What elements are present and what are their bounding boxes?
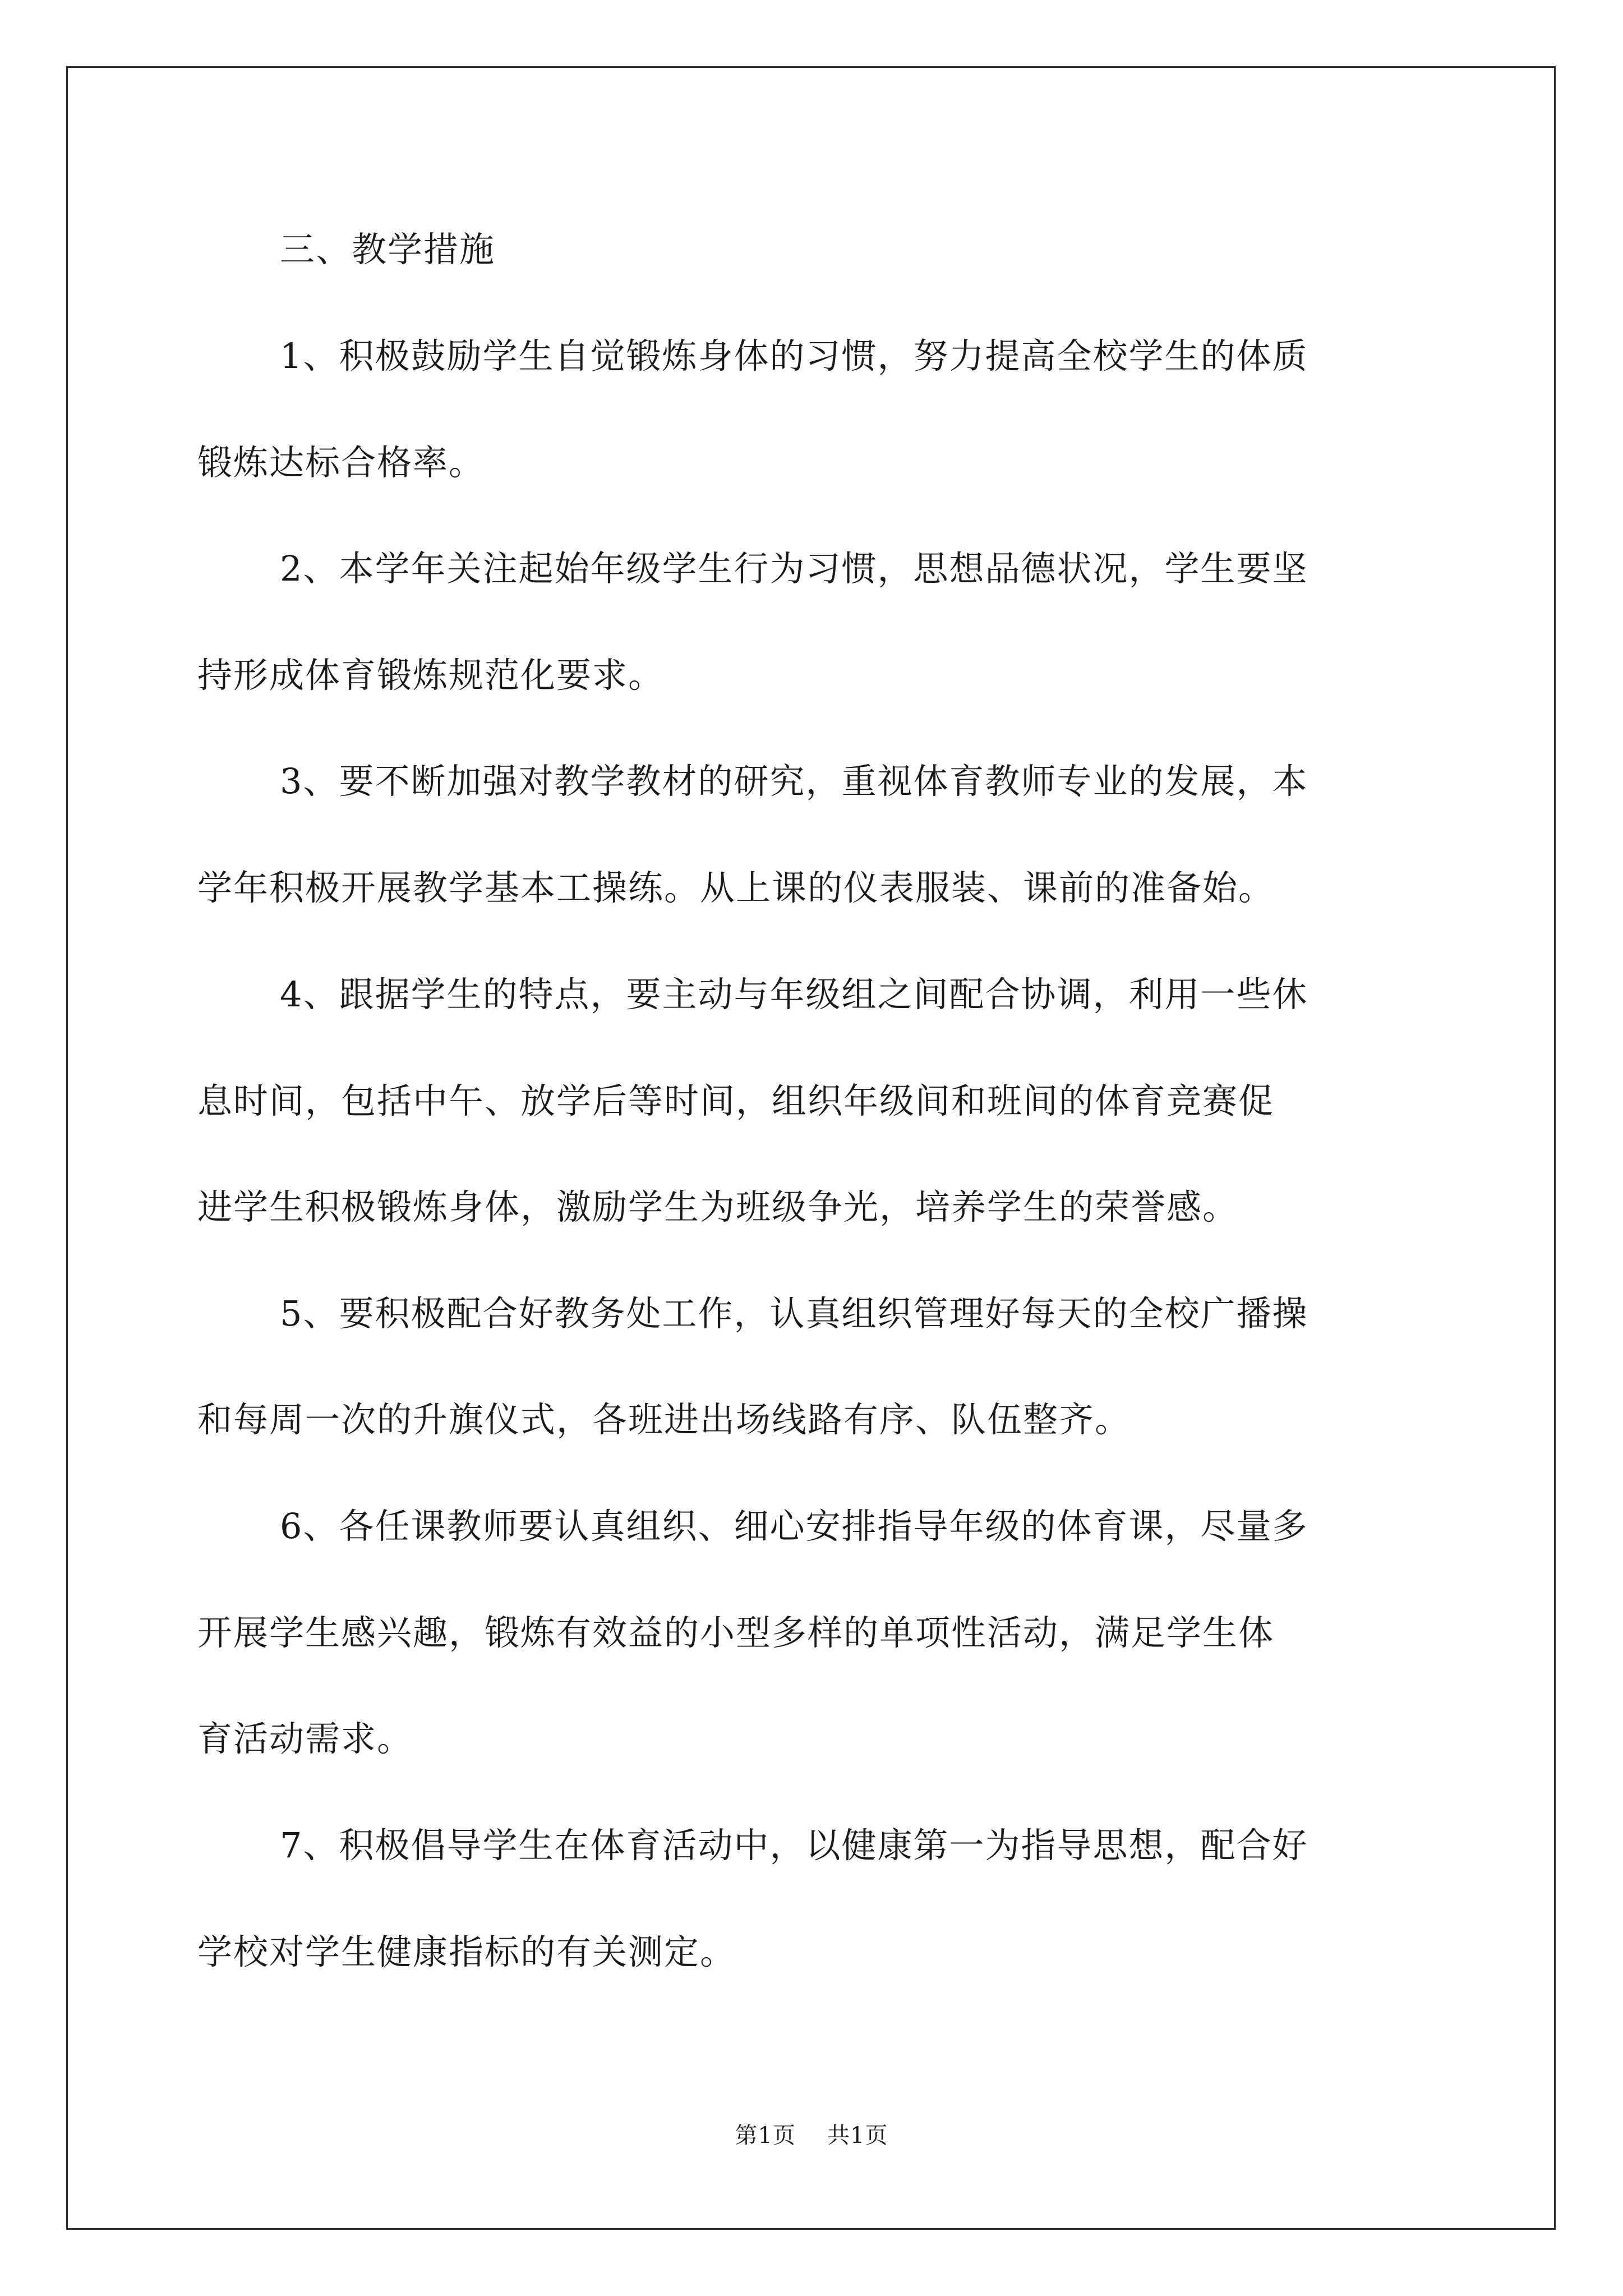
paragraph-4-line-3: 进学生积极锻炼身体，激励学生为班级争光，培养学生的荣誉感。 xyxy=(197,1186,1239,1227)
page-number-total: 共1页 xyxy=(827,2123,888,2148)
paragraph-3-line-2: 学年积极开展教学基本工操练。从上课的仪表服装、课前的准备始。 xyxy=(197,867,1275,908)
paragraph-2-line-2: 持形成体育锻炼规范化要求。 xyxy=(197,655,665,696)
paragraph-7-line-2: 学校对学生健康指标的有关测定。 xyxy=(197,1931,736,1972)
paragraph-4-line-1: 4、跟据学生的特点，要主动与年级组之间配合协调，利用一些休 xyxy=(280,974,1308,1015)
paragraph-5-line-2: 和每周一次的升旗仪式，各班进出场线路有序、队伍整齐。 xyxy=(197,1399,1131,1440)
paragraph-7-line-1: 7、积极倡导学生在体育活动中，以健康第一为指导思想，配合好 xyxy=(280,1825,1308,1866)
paragraph-1-line-1: 1、积极鼓励学生自觉锻炼身体的习惯，努力提高全校学生的体质 xyxy=(280,335,1308,376)
paragraph-2-line-1: 2、本学年关注起始年级学生行为习惯，思想品德状况，学生要坚 xyxy=(280,548,1308,589)
paragraph-4-line-2: 息时间，包括中午、放学后等时间，组织年级间和班间的体育竞赛促 xyxy=(197,1080,1275,1121)
paragraph-6-line-2: 开展学生感兴趣，锻炼有效益的小型多样的单项性活动，满足学生体 xyxy=(197,1612,1275,1653)
paragraph-3-line-1: 3、要不断加强对教学教材的研究，重视体育教师专业的发展，本 xyxy=(280,761,1308,802)
paragraph-6-line-3: 育活动需求。 xyxy=(197,1718,413,1759)
paragraph-6-line-1: 6、各任课教师要认真组织、细心安排指导年级的体育课，尽量多 xyxy=(280,1506,1308,1547)
paragraph-5-line-1: 5、要积极配合好教务处工作，认真组织管理好每天的全校广播操 xyxy=(280,1293,1308,1334)
section-heading: 三、教学措施 xyxy=(280,229,496,270)
paragraph-1-line-2: 锻炼达标合格率。 xyxy=(197,442,485,483)
page-border xyxy=(66,66,1556,2230)
page-number-current: 第1页 xyxy=(735,2123,796,2148)
page-footer xyxy=(0,2124,1623,2147)
